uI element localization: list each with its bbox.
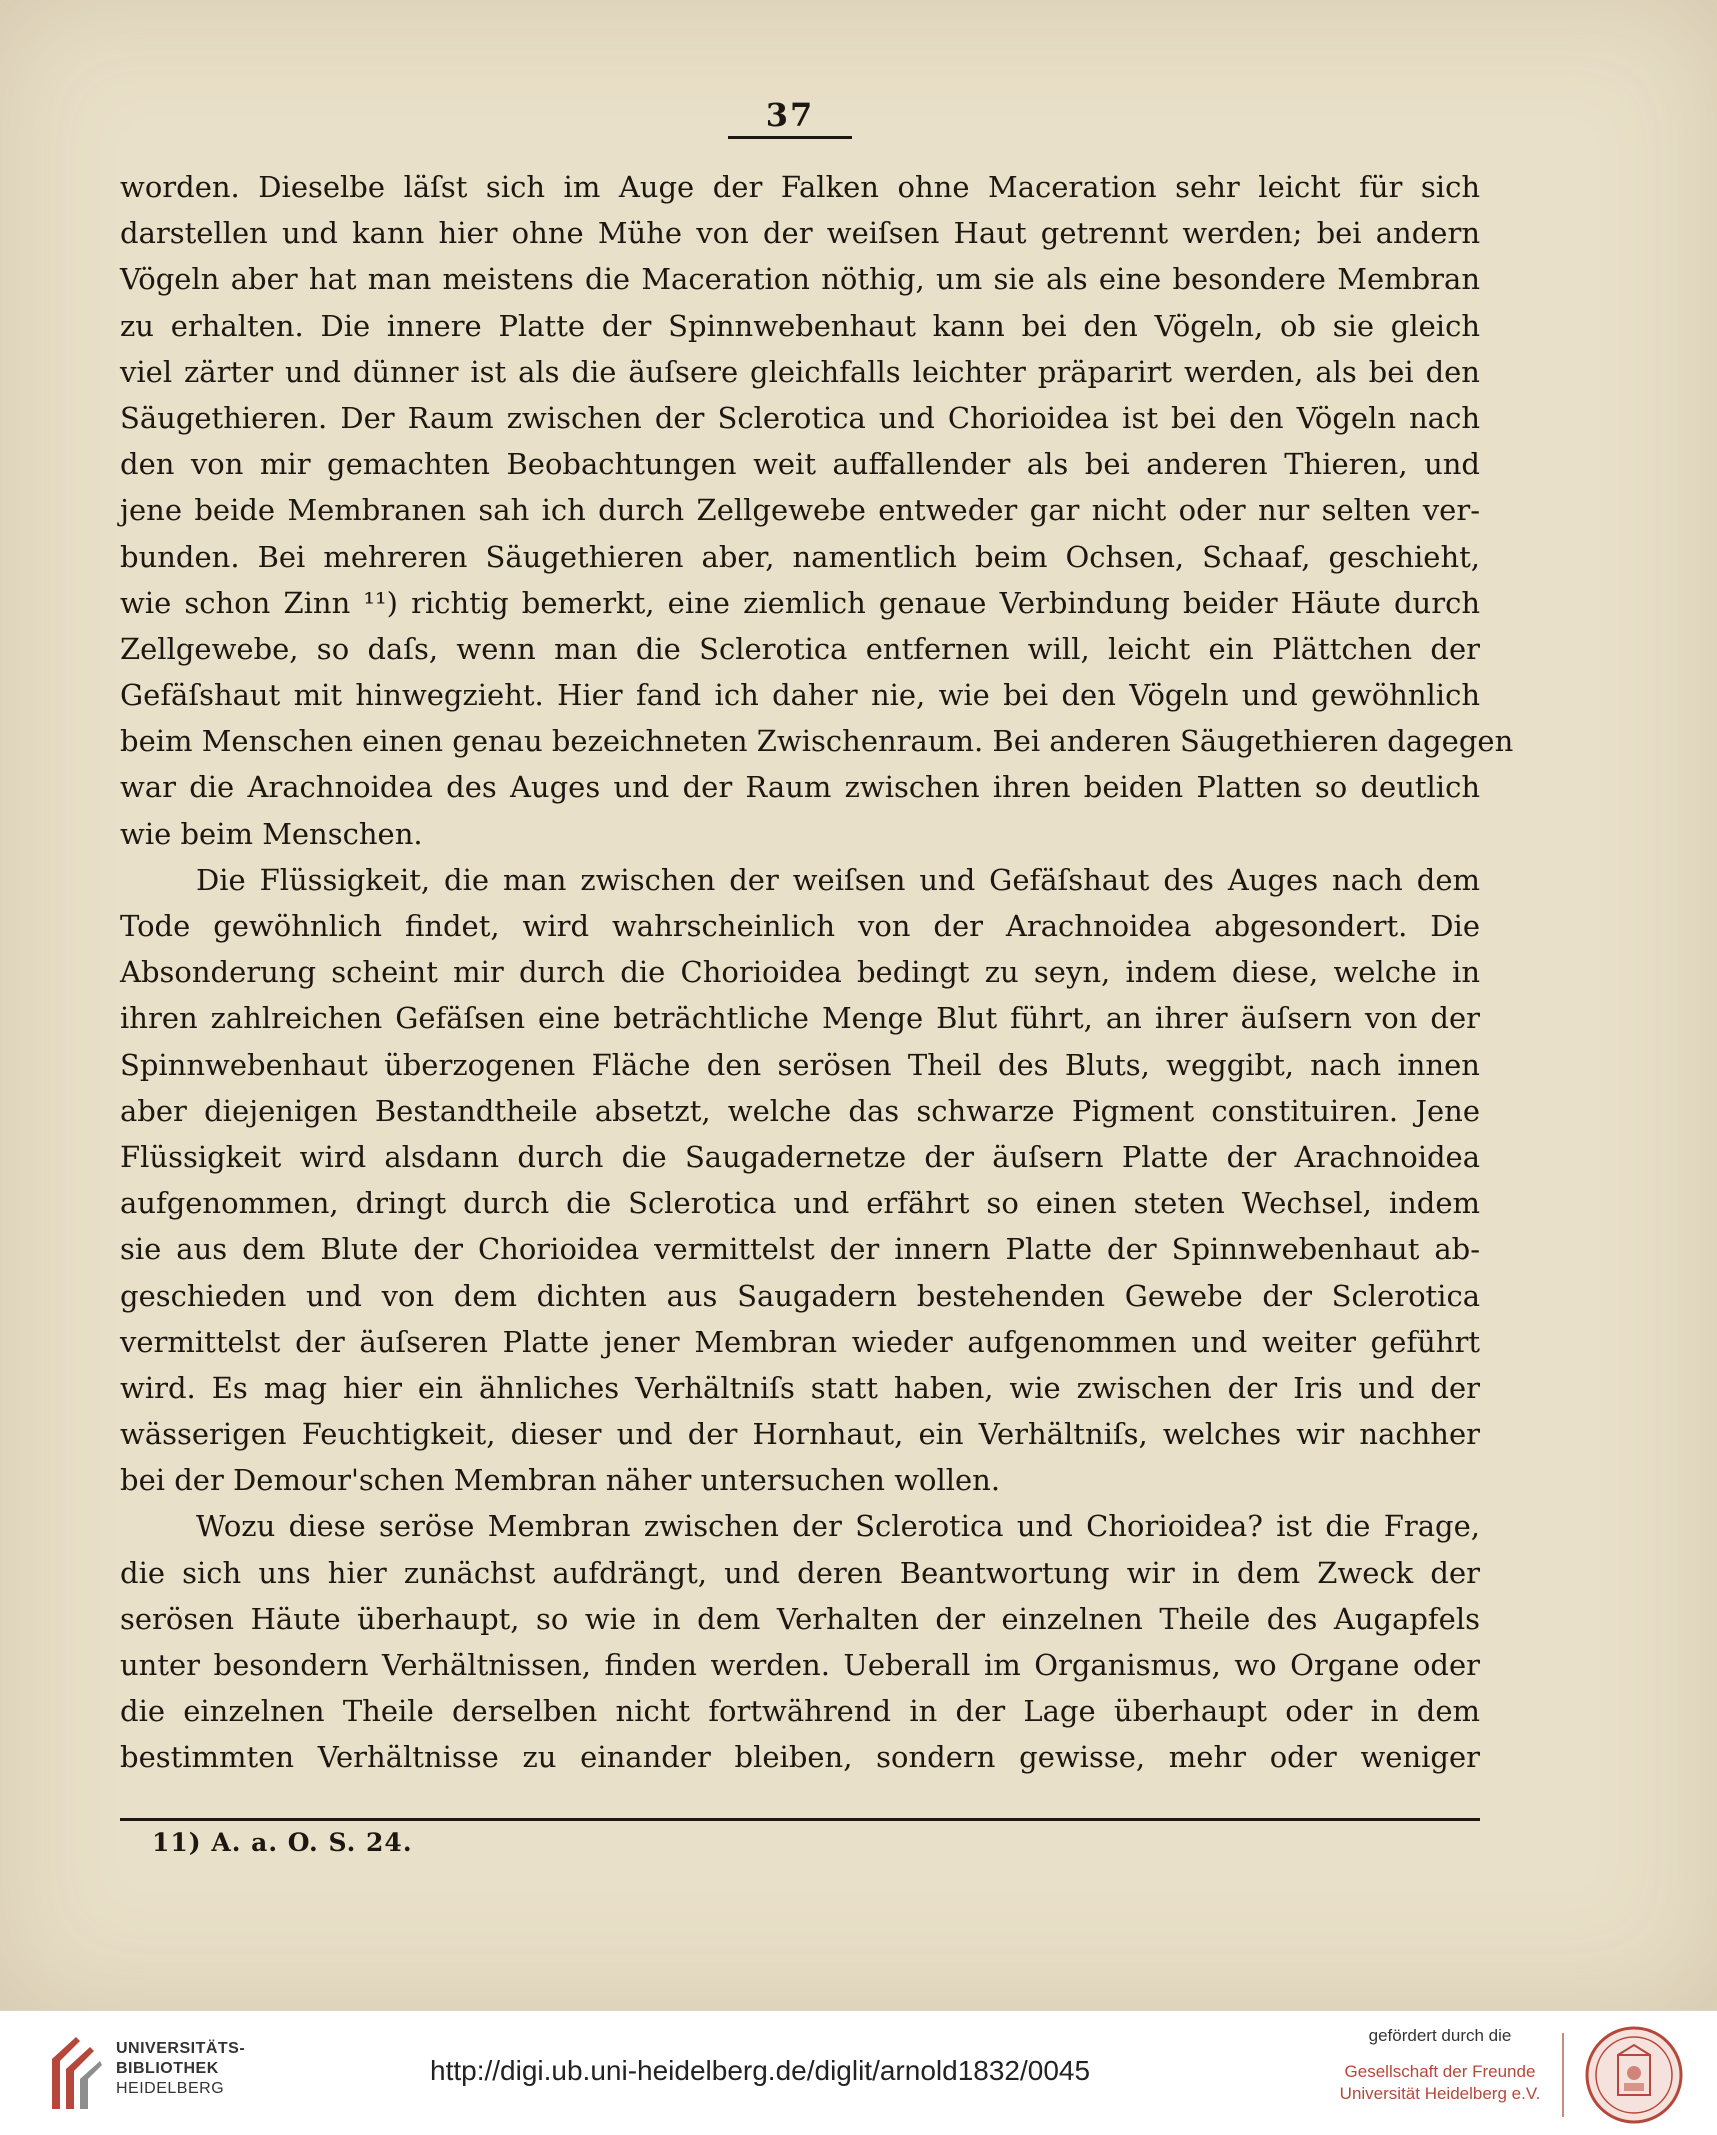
text-line: bunden. Bei mehreren Säugethieren aber, namentlich beim Ochsen, Schaaf, geschieht, xyxy=(120,539,1480,574)
text-line: aber diejenigen Bestandtheile absetzt, welche das schwarze Pigment constituiren. Jene xyxy=(120,1093,1480,1128)
viewer-footer xyxy=(0,2010,1717,2135)
text-line: Die Flüssigkeit, die man zwischen der weiſsen und Gefäſshaut des Auges nach dem xyxy=(196,862,1480,897)
sponsor-divider xyxy=(1562,2033,1564,2117)
text-line: ihren zahlreichen Gefäſsen eine beträchtliche Menge Blut führt, an ihrer äuſsern von der xyxy=(120,1001,1480,1036)
text-line: worden. Dieselbe läſst sich im Auge der Falken ohne Maceration sehr leicht für sich xyxy=(120,170,1480,204)
sponsor-name: Universität Heidelberg e.V. xyxy=(1339,2084,1541,2103)
permalink-url[interactable]: http://digi.ub.uni-heidelberg.de/diglit/arnold1832/0045 xyxy=(430,2055,1091,2086)
university-seal-icon xyxy=(1584,2025,1684,2125)
text-line: wird. Es mag hier ein ähnliches Verhältniſs statt haben, wie zwischen der Iris und der xyxy=(120,1370,1480,1405)
text-line: beim Menschen einen genau bezeichneten Zwischenraum. Bei anderen Säugethieren dagegen xyxy=(120,724,1514,759)
text-line: darstellen und kann hier ohne Mühe von der weiſsen Haut getrennt werden; bei andern xyxy=(120,216,1480,251)
text-line: aufgenommen, dringt durch die Sclerotica und erfährt so einen steten Wechsel, indem xyxy=(120,1186,1480,1221)
text-line: Absonderung scheint mir durch die Chorioidea bedingt zu seyn, indem diese, welche in xyxy=(120,955,1480,990)
library-name xyxy=(116,2039,245,2099)
text-line: zu erhalten. Die innere Platte der Spinnwebenhaut kann bei den Vögeln, ob sie gleich xyxy=(120,308,1480,343)
text-line: Tode gewöhnlich findet, wird wahrscheinlich von der Arachnoidea abgesondert. Die xyxy=(120,909,1480,943)
text-line: wie beim Menschen. xyxy=(120,816,423,851)
text-line: Vögeln aber hat man meistens die Maceration nöthig, um sie als eine besondere Membran xyxy=(120,262,1480,297)
sponsor-intro: gefördert durch die xyxy=(1368,2026,1512,2045)
text-line: wässerigen Feuchtigkeit, dieser und der Hornhaut, ein Verhältniſs, welches wir nachher xyxy=(120,1417,1480,1452)
sponsor-name: Gesellschaft der Freunde xyxy=(1344,2062,1536,2081)
text-line: jene beide Membranen sah ich durch Zellgewebe entweder gar nicht oder nur selten ver- xyxy=(120,493,1480,528)
text-line: Wozu diese seröse Membran zwischen der Sclerotica und Chorioidea? ist die Frage, xyxy=(196,1509,1480,1544)
text-line: die sich uns hier zunächst aufdrängt, und deren Beantwortung wir in dem Zweck der xyxy=(120,1555,1480,1590)
page-number-rule xyxy=(728,136,852,139)
text-line: wie schon Zinn ¹¹) richtig bemerkt, eine ziemlich genaue Verbindung beider Häute durch xyxy=(120,585,1480,620)
footnote-rule xyxy=(120,1818,1480,1821)
page-number: 37 xyxy=(765,96,815,134)
text-line: bei der Demour'schen Membran näher untersuchen wollen. xyxy=(120,1463,1001,1498)
text-line: Flüssigkeit wird alsdann durch die Saugadernetze der äuſsern Platte der Arachnoidea xyxy=(120,1139,1480,1174)
text-line: serösen Häute überhaupt, so wie in dem Verhalten der einzelnen Theile des Augapfels xyxy=(120,1601,1480,1636)
text-line: bestimmten Verhältnisse zu einander bleiben, sondern gewisse, mehr oder weniger xyxy=(120,1740,1480,1775)
text-line: Zellgewebe, so daſs, wenn man die Sclerotica entfernen will, leicht ein Plättchen der xyxy=(120,631,1480,666)
library-name-line: BIBLIOTHEK xyxy=(116,2060,219,2077)
text-line: viel zärter und dünner ist als die äuſsere gleichfalls leichter präparirt werden, als bei den xyxy=(120,354,1480,389)
text-line: die einzelnen Theile derselben nicht fortwährend in der Lage überhaupt oder in dem xyxy=(120,1694,1480,1729)
sponsor-block xyxy=(1330,2025,1550,2105)
text-line: war die Arachnoidea des Auges und der Raum zwischen ihren beiden Platten so deutlich xyxy=(120,770,1480,805)
text-line: Gefäſshaut mit hinwegzieht. Hier fand ich daher nie, wie bei den Vögeln und gewöhnlich xyxy=(120,678,1480,713)
text-line: Säugethieren. Der Raum zwischen der Sclerotica und Chorioidea ist bei den Vögeln nach xyxy=(120,400,1480,435)
text-line: den von mir gemachten Beobachtungen weit auffallender als bei anderen Thieren, und xyxy=(120,447,1480,482)
text-line: geschieden und von dem dichten aus Saugadern bestehenden Gewebe der Sclerotica xyxy=(120,1278,1480,1313)
library-name-line: UNIVERSITÄTS- xyxy=(116,2040,246,2057)
body-text xyxy=(120,164,1514,1781)
text-line: unter besondern Verhältnissen, finden werden. Ueberall im Organismus, wo Organe oder xyxy=(120,1648,1480,1682)
text-line: Spinnwebenhaut überzogenen Fläche den serösen Theil des Bluts, weggibt, nach innen xyxy=(120,1047,1480,1082)
library-name-line: HEIDELBERG xyxy=(116,2080,225,2097)
footnote: 11) A. a. O. S. 24. xyxy=(152,1828,413,1857)
ub-logo-icon[interactable] xyxy=(46,2029,106,2115)
text-line: vermittelst der äuſseren Platte jener Membran wieder aufgenommen und weiter geführt xyxy=(120,1324,1480,1359)
text-line: sie aus dem Blute der Chorioidea vermittelst der innern Platte der Spinnwebenhaut ab- xyxy=(120,1232,1480,1267)
